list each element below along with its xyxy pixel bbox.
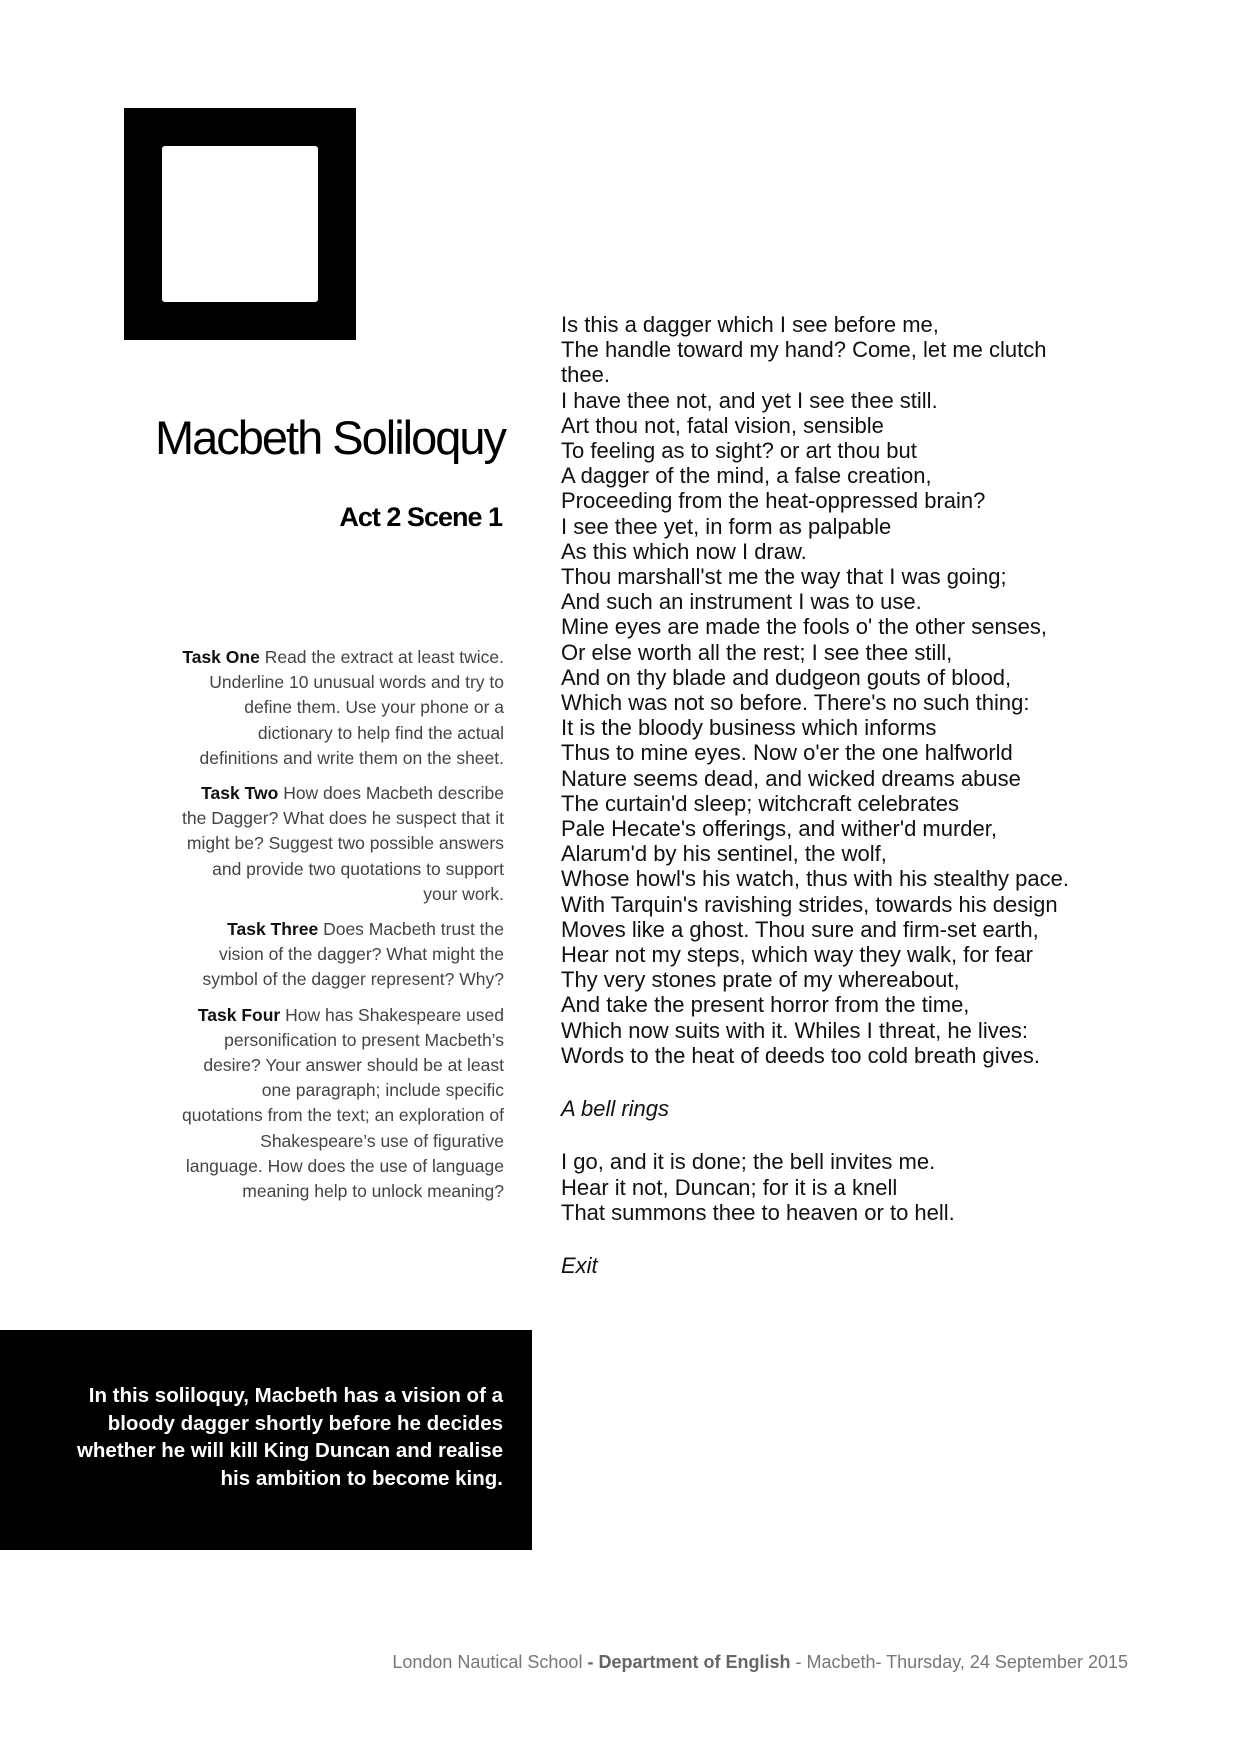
poem-line: Moves like a ghost. Thou sure and firm-set earth, xyxy=(561,916,1039,942)
task-list xyxy=(180,645,504,1214)
task-label: Task Three xyxy=(227,919,319,940)
poem-lines xyxy=(561,312,1221,1068)
poem-line: A dagger of the mind, a false creation, xyxy=(561,463,932,489)
page-subtitle: Act 2 Scene 1 xyxy=(339,502,502,532)
poem-line: Thy very stones prate of my whereabout, xyxy=(561,967,960,993)
poem-line: Words to the heat of deeds too cold breath gives. xyxy=(561,1042,1041,1068)
page-title: Macbeth Soliloquy xyxy=(154,411,505,464)
poem-line: I go, and it is done; the bell invites me. xyxy=(561,1149,936,1175)
poem-line: Which now suits with it. Whiles I threat, he lives: xyxy=(561,1017,1029,1043)
poem-line: Pale Hecate's offerings, and wither'd murder, xyxy=(561,816,998,842)
footer-department: Department of English xyxy=(598,1652,791,1672)
poem-line: And such an instrument I was to use. xyxy=(561,589,922,615)
poem-line: Thus to mine eyes. Now o'er the one halfworld xyxy=(561,740,1013,766)
task-label: Task Four xyxy=(197,1004,281,1025)
task-label: Task One xyxy=(182,647,260,667)
task-text: Read the extract at least twice. Underline 10 unusual words and try to define them. Use your phone or a dictionary to help find the actual definitions and write them on the sheet. xyxy=(199,647,504,768)
poem-line: To feeling as to sight? or art thou but xyxy=(561,438,917,464)
poem-line: Thou marshall'st me the way that I was going; xyxy=(561,564,1007,590)
poem-line: Or else worth all the rest; I see thee still, xyxy=(561,639,953,665)
task-text: How has Shakespeare used personification to present Macbeth’s desire? Your answer should be at least one paragraph; include specific quotations from the text; an exploration of Shakespeare’s use of figurative language. How does the use of language meaning help to unlock meaning? xyxy=(182,1004,504,1202)
task-text: How does Macbeth describe the Dagger? What does he suspect that it might be? Suggest two possible answers and provide two quotations to support your work. xyxy=(182,783,504,904)
task-label: Task Two xyxy=(201,783,279,804)
poem-line: I see thee yet, in form as palpable xyxy=(561,513,892,539)
closing-lines xyxy=(561,1149,1221,1225)
task-three xyxy=(180,917,504,993)
summary-text: In this soliloquy, Macbeth has a vision of a bloody dagger shortly before he decides whether he will kill King Duncan and realise his ambition to become king. xyxy=(76,1384,503,1490)
poem-line: And take the present horror from the time, xyxy=(561,992,970,1018)
page-footer xyxy=(200,1652,1128,1673)
logo xyxy=(124,108,356,340)
stage-direction: Exit xyxy=(561,1252,598,1278)
poem-line: The handle toward my hand? Come, let me clutch xyxy=(561,337,1047,363)
footer-detail: - Macbeth- Thursday, 24 September 2015 xyxy=(790,1652,1128,1672)
poem-line: And on thy blade and dudgeon gouts of blood, xyxy=(561,664,1012,690)
poem-line: With Tarquin's ravishing strides, towards his design xyxy=(561,891,1058,917)
task-two xyxy=(180,781,504,907)
soliloquy-text xyxy=(561,312,1221,1306)
summary-callout xyxy=(0,1330,532,1550)
poem-line: Alarum'd by his sentinel, the wolf, xyxy=(561,841,887,867)
poem-line: As this which now I draw. xyxy=(561,538,807,564)
poem-line: The curtain'd sleep; witchcraft celebrates xyxy=(561,790,959,816)
footer-school: London Nautical School xyxy=(392,1652,583,1672)
poem-line: Mine eyes are made the fools o' the other senses, xyxy=(561,614,1048,640)
poem-line: Is this a dagger which I see before me, xyxy=(561,312,939,337)
poem-line: thee. xyxy=(561,362,610,388)
task-four xyxy=(180,1003,504,1205)
poem-line: I have thee not, and yet I see thee still. xyxy=(561,387,938,413)
poem-line: Art thou not, fatal vision, sensible xyxy=(561,412,884,438)
poem-line: Hear it not, Duncan; for it is a knell xyxy=(561,1174,898,1200)
stage-direction: A bell rings xyxy=(561,1096,670,1122)
poem-line: That summons thee to heaven or to hell. xyxy=(561,1199,955,1225)
poem-line: Nature seems dead, and wicked dreams abuse xyxy=(561,765,1021,791)
poem-line: Hear not my steps, which way they walk, for fear xyxy=(561,942,1033,968)
logo-inner-square xyxy=(162,146,318,302)
task-one xyxy=(180,645,504,771)
footer-separator: - xyxy=(582,1652,599,1672)
poem-line: Proceeding from the heat-oppressed brain? xyxy=(561,488,986,514)
task-text: Does Macbeth trust the vision of the dagger? What might the symbol of the dagger represent? Why? xyxy=(202,919,504,990)
poem-line: Whose howl's his watch, thus with his stealthy pace. xyxy=(561,866,1069,892)
poem-line: It is the bloody business which informs xyxy=(561,715,937,741)
poem-line: Which was not so before. There's no such thing: xyxy=(561,690,1030,716)
